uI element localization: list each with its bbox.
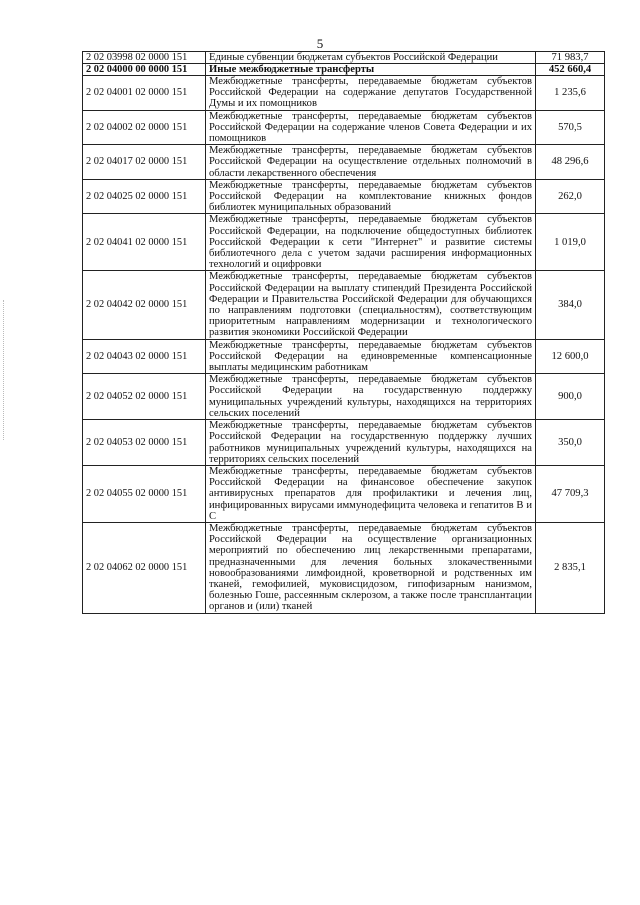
budget-description: Межбюджетные трансферты, передаваемые бюджетам субъектов Российской Федерации на единовременные компенсационные выплаты медицинским работникам (206, 339, 536, 374)
table-row (83, 110, 605, 145)
budget-description: Межбюджетные трансферты, передаваемые бюджетам субъектов Российской Федерации, на подключение общедоступных библиотек Российской Федерации к сети "Интернет" и развитие системы библиотечного дела с учетом задачи расширения информационных технологий и оцифровки (206, 214, 536, 271)
table-row (83, 522, 605, 613)
budget-description: Единые субвенции бюджетам субъектов Российской Федерации (206, 52, 536, 64)
budget-code: 2 02 04062 02 0000 151 (83, 522, 206, 613)
budget-description: Межбюджетные трансферты, передаваемые бюджетам субъектов Российской Федерации на финансовое обеспечение закупок антивирусных препаратов для профилактики и лечения лиц, инфицированных вирусами иммунодефицита человека и гепатитов В и С (206, 465, 536, 522)
budget-amount: 262,0 (536, 179, 605, 214)
budget-code: 2 02 04043 02 0000 151 (83, 339, 206, 374)
budget-amount: 452 660,4 (536, 64, 605, 76)
budget-description: Иные межбюджетные трансферты (206, 64, 536, 76)
budget-code: 2 02 04042 02 0000 151 (83, 271, 206, 339)
budget-table-body (83, 52, 605, 614)
scan-margin-mark (3, 300, 5, 440)
budget-code: 2 02 03998 02 0000 151 (83, 52, 206, 64)
budget-amount: 900,0 (536, 374, 605, 420)
budget-description: Межбюджетные трансферты, передаваемые бюджетам субъектов Российской Федерации на государственную поддержку муниципальных учреждений культуры, находящихся на территориях сельских поселений (206, 374, 536, 420)
table-row (83, 145, 605, 180)
table-row (83, 76, 605, 111)
budget-amount: 12 600,0 (536, 339, 605, 374)
budget-amount: 350,0 (536, 420, 605, 466)
table-row (83, 52, 605, 64)
budget-code: 2 02 04001 02 0000 151 (83, 76, 206, 111)
budget-amount: 570,5 (536, 110, 605, 145)
budget-amount: 48 296,6 (536, 145, 605, 180)
budget-code: 2 02 04041 02 0000 151 (83, 214, 206, 271)
table-row (83, 339, 605, 374)
budget-description: Межбюджетные трансферты, передаваемые бюджетам субъектов Российской Федерации на осуществление организационных мероприятий по обеспечению лиц лекарственными препаратами, предназначенными для лечения больных злокачественными новообразованиями лимфоидной, кроветворной и родственных им тканей, гемофилией, муковисцидозом, гипофизарным нанизмом, болезнью Гоше, рассеянным склерозом, а также после трансплантации органов и (или) тканей (206, 522, 536, 613)
table-row (83, 214, 605, 271)
table-row (83, 374, 605, 420)
page-number: 5 (316, 36, 324, 51)
budget-amount: 2 835,1 (536, 522, 605, 613)
budget-code: 2 02 04002 02 0000 151 (83, 110, 206, 145)
budget-amount: 47 709,3 (536, 465, 605, 522)
budget-code: 2 02 04055 02 0000 151 (83, 465, 206, 522)
table-row (83, 179, 605, 214)
budget-description: Межбюджетные трансферты, передаваемые бюджетам субъектов Российской Федерации на выплату стипендий Президента Российской Федерации и Правительства Российской Федерации для обучающихся по направлениям подготовки (специальностям), соответствующим приоритетным направлениям модернизации и технологического развития экономики Российской Федерации (206, 271, 536, 339)
budget-code: 2 02 04000 00 0000 151 (83, 64, 206, 76)
table-row (83, 420, 605, 466)
table-row (83, 271, 605, 339)
budget-amount: 384,0 (536, 271, 605, 339)
budget-amount: 71 983,7 (536, 52, 605, 64)
budget-code: 2 02 04025 02 0000 151 (83, 179, 206, 214)
budget-code: 2 02 04052 02 0000 151 (83, 374, 206, 420)
budget-code: 2 02 04053 02 0000 151 (83, 420, 206, 466)
budget-amount: 1 019,0 (536, 214, 605, 271)
budget-description: Межбюджетные трансферты, передаваемые бюджетам субъектов Российской Федерации на осуществление отдельных полномочий в области лекарственного обеспечения (206, 145, 536, 180)
budget-description: Межбюджетные трансферты, передаваемые бюджетам субъектов Российской Федерации на комплектование книжных фондов библиотек муниципальных образований (206, 179, 536, 214)
budget-code: 2 02 04017 02 0000 151 (83, 145, 206, 180)
budget-table (82, 51, 605, 614)
table-row (83, 64, 605, 76)
table-row (83, 465, 605, 522)
budget-description: Межбюджетные трансферты, передаваемые бюджетам субъектов Российской Федерации на содержание депутатов Государственной Думы и их помощников (206, 76, 536, 111)
budget-description: Межбюджетные трансферты, передаваемые бюджетам субъектов Российской Федерации на содержание членов Совета Федерации и их помощников (206, 110, 536, 145)
budget-description: Межбюджетные трансферты, передаваемые бюджетам субъектов Российской Федерации на государственную поддержку лучших работников муниципальных учреждений культуры, находящихся на территориях сельских поселений (206, 420, 536, 466)
budget-amount: 1 235,6 (536, 76, 605, 111)
